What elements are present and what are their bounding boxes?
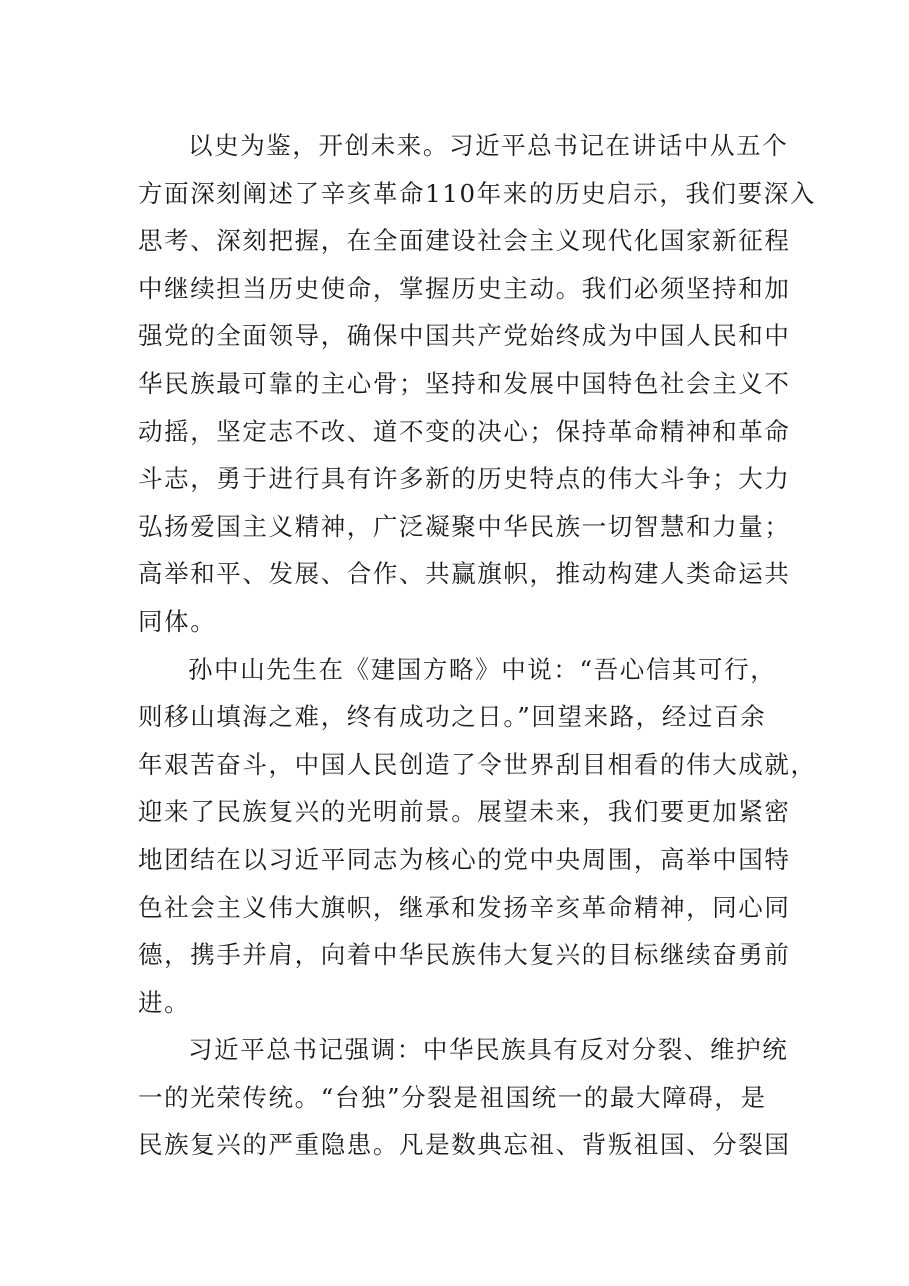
- text-line: 民族复兴的严重隐患。凡是数典忘祖、背叛祖国、分裂国: [138, 1130, 791, 1160]
- paragraph-1: [138, 122, 816, 646]
- text-line: 则移山填海之难，终有成功之日。”回望来路，经过百余: [138, 702, 767, 732]
- paragraph-3: [138, 1026, 791, 1169]
- text-line: 弘扬爱国主义精神，广泛凝聚中华民族一切智慧和力量；: [138, 511, 791, 541]
- text-line: 方面深刻阐述了辛亥革命110年来的历史启示，我们要深入: [138, 178, 816, 208]
- text-line: 德，携手并肩，向着中华民族伟大复兴的目标继续奋勇前: [138, 940, 791, 970]
- text-line: 色社会主义伟大旗帜，继承和发扬辛亥革命精神，同心同: [138, 892, 791, 922]
- text-line: 动摇，坚定志不改、道不变的决心；保持革命精神和革命: [138, 416, 791, 446]
- text-line: 迎来了民族复兴的光明前景。展望未来，我们要更加紧密: [138, 797, 791, 827]
- text-line: 同体。: [138, 606, 217, 636]
- document-body: [138, 122, 817, 1169]
- text-line: 强党的全面领导，确保中国共产党始终成为中国人民和中: [138, 321, 791, 351]
- text-line: 孙中山先生在《建国方略》中说：“吾心信其可行，: [188, 654, 777, 684]
- text-line: 高举和平、发展、合作、共赢旗帜，推动构建人类命运共: [138, 559, 791, 589]
- text-line: 习近平总书记强调：中华民族具有反对分裂、维护统: [188, 1035, 789, 1065]
- text-line: 华民族最可靠的主心骨；坚持和发展中国特色社会主义不: [138, 368, 791, 398]
- text-line: 以史为鉴，开创未来。习近平总书记在讲话中从五个: [188, 131, 789, 160]
- text-line: 思考、深刻把握，在全面建设社会主义现代化国家新征程: [138, 226, 791, 256]
- text-line: 斗志，勇于进行具有许多新的历史特点的伟大斗争；大力: [138, 464, 791, 494]
- text-line: 年艰苦奋斗，中国人民创造了令世界刮目相看的伟大成就，: [138, 749, 817, 779]
- text-line: 一的光荣传统。“台独”分裂是祖国统一的最大障碍，是: [138, 1082, 767, 1112]
- paragraph-2: [138, 646, 817, 1027]
- text-line: 中继续担当历史使命，掌握历史主动。我们必须坚持和加: [138, 273, 791, 303]
- text-line: 进。: [138, 987, 191, 1017]
- text-line: 地团结在以习近平同志为核心的党中央周围，高举中国特: [138, 844, 791, 874]
